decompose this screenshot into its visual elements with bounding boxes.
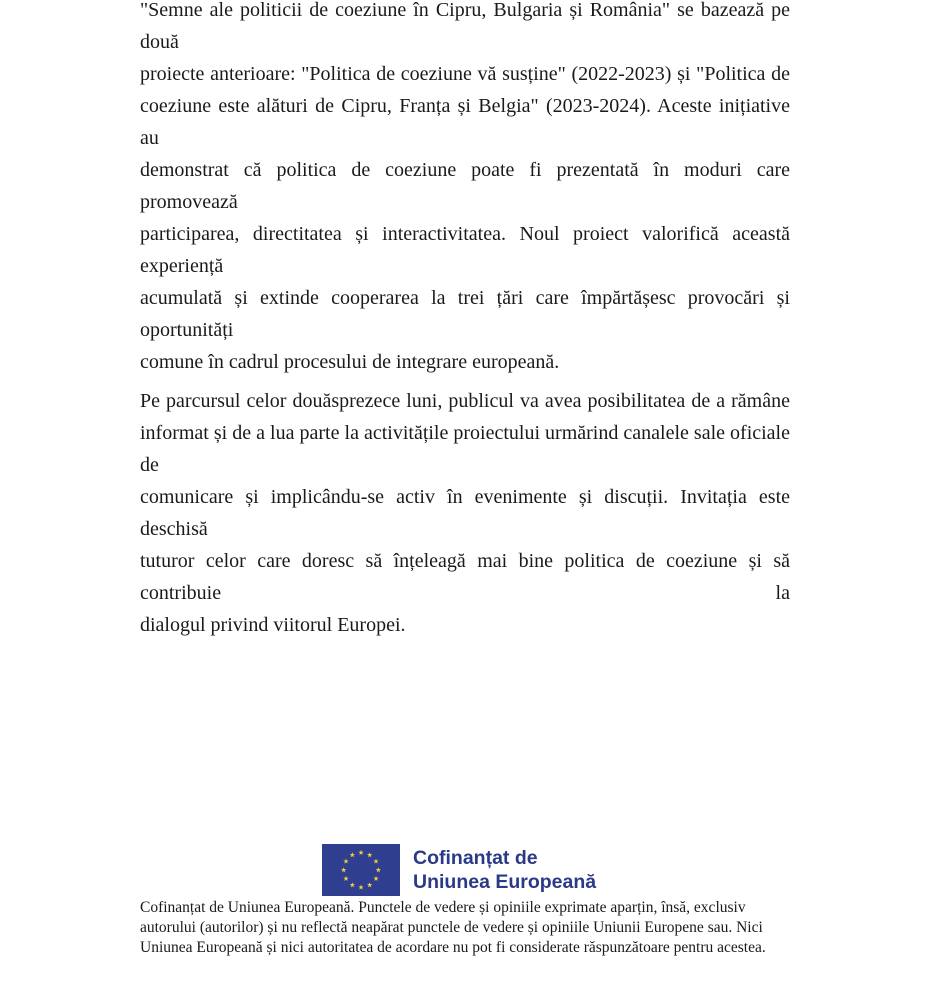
eu-funding-disclaimer — [140, 898, 800, 957]
paragraph-line: tuturor celor care doresc să înțeleagă mai bine politica de coeziune și să contribuie la — [140, 550, 790, 604]
paragraph-project-background — [140, 0, 790, 378]
eu-cofunded-label-line2: Uniunea Europeană — [413, 871, 597, 893]
paragraph-public-invitation — [140, 385, 790, 641]
paragraph-line: coeziune este alături de Cipru, Franța și Belgia" (2023-2024). Aceste inițiative au — [140, 95, 790, 149]
paragraph-line: comunicare și implicându-se activ în evenimente și discuții. Invitația este deschisă — [140, 486, 790, 540]
paragraph-line: informat și de a lua parte la activitățile proiectului urmărind canalele sale oficiale de — [140, 422, 790, 476]
paragraph-line: "Semne ale politicii de coeziune în Cipru, Bulgaria și România" se bazează pe două — [140, 0, 790, 53]
paragraph-line: dialogul privind viitorul Europei. — [140, 614, 406, 636]
paragraph-line: demonstrat că politica de coeziune poate fi prezentată în moduri care promovează — [140, 159, 790, 213]
eu-flag-icon — [322, 844, 400, 896]
paragraph-line: proiecte anterioare: "Politica de coeziune vă susține" (2022-2023) și "Politica de — [140, 63, 790, 85]
paragraph-line: comune în cadrul procesului de integrare europeană. — [140, 351, 560, 373]
disclaimer-line: Uniunea Europeană și nici autoritatea de acordare nu pot fi considerate răspunzătoare pentru acestea. — [140, 938, 766, 956]
paragraph-line: Pe parcursul celor douăsprezece luni, publicul va avea posibilitatea de a rămâne — [140, 390, 790, 412]
paragraph-line: participarea, directitatea și interactivitatea. Noul proiect valorifică această experiență — [140, 223, 790, 277]
paragraph-line: acumulată și extinde cooperarea la trei țări care împărtășesc provocări și oportunități — [140, 287, 790, 341]
document-body — [140, 0, 790, 641]
eu-cofunded-label — [413, 846, 596, 894]
disclaimer-line: Cofinanțat de Uniunea Europeană. Punctele de vedere și opiniile exprimate aparțin, însă, exclusiv — [140, 899, 746, 916]
eu-cofunded-logo — [322, 844, 596, 896]
disclaimer-line: autorului (autorilor) și nu reflectă neapărat punctele de vedere și opiniile Uniunii Europene sau. Nici — [140, 918, 763, 936]
eu-cofunded-label-line1: Cofinanțat de — [413, 847, 538, 869]
